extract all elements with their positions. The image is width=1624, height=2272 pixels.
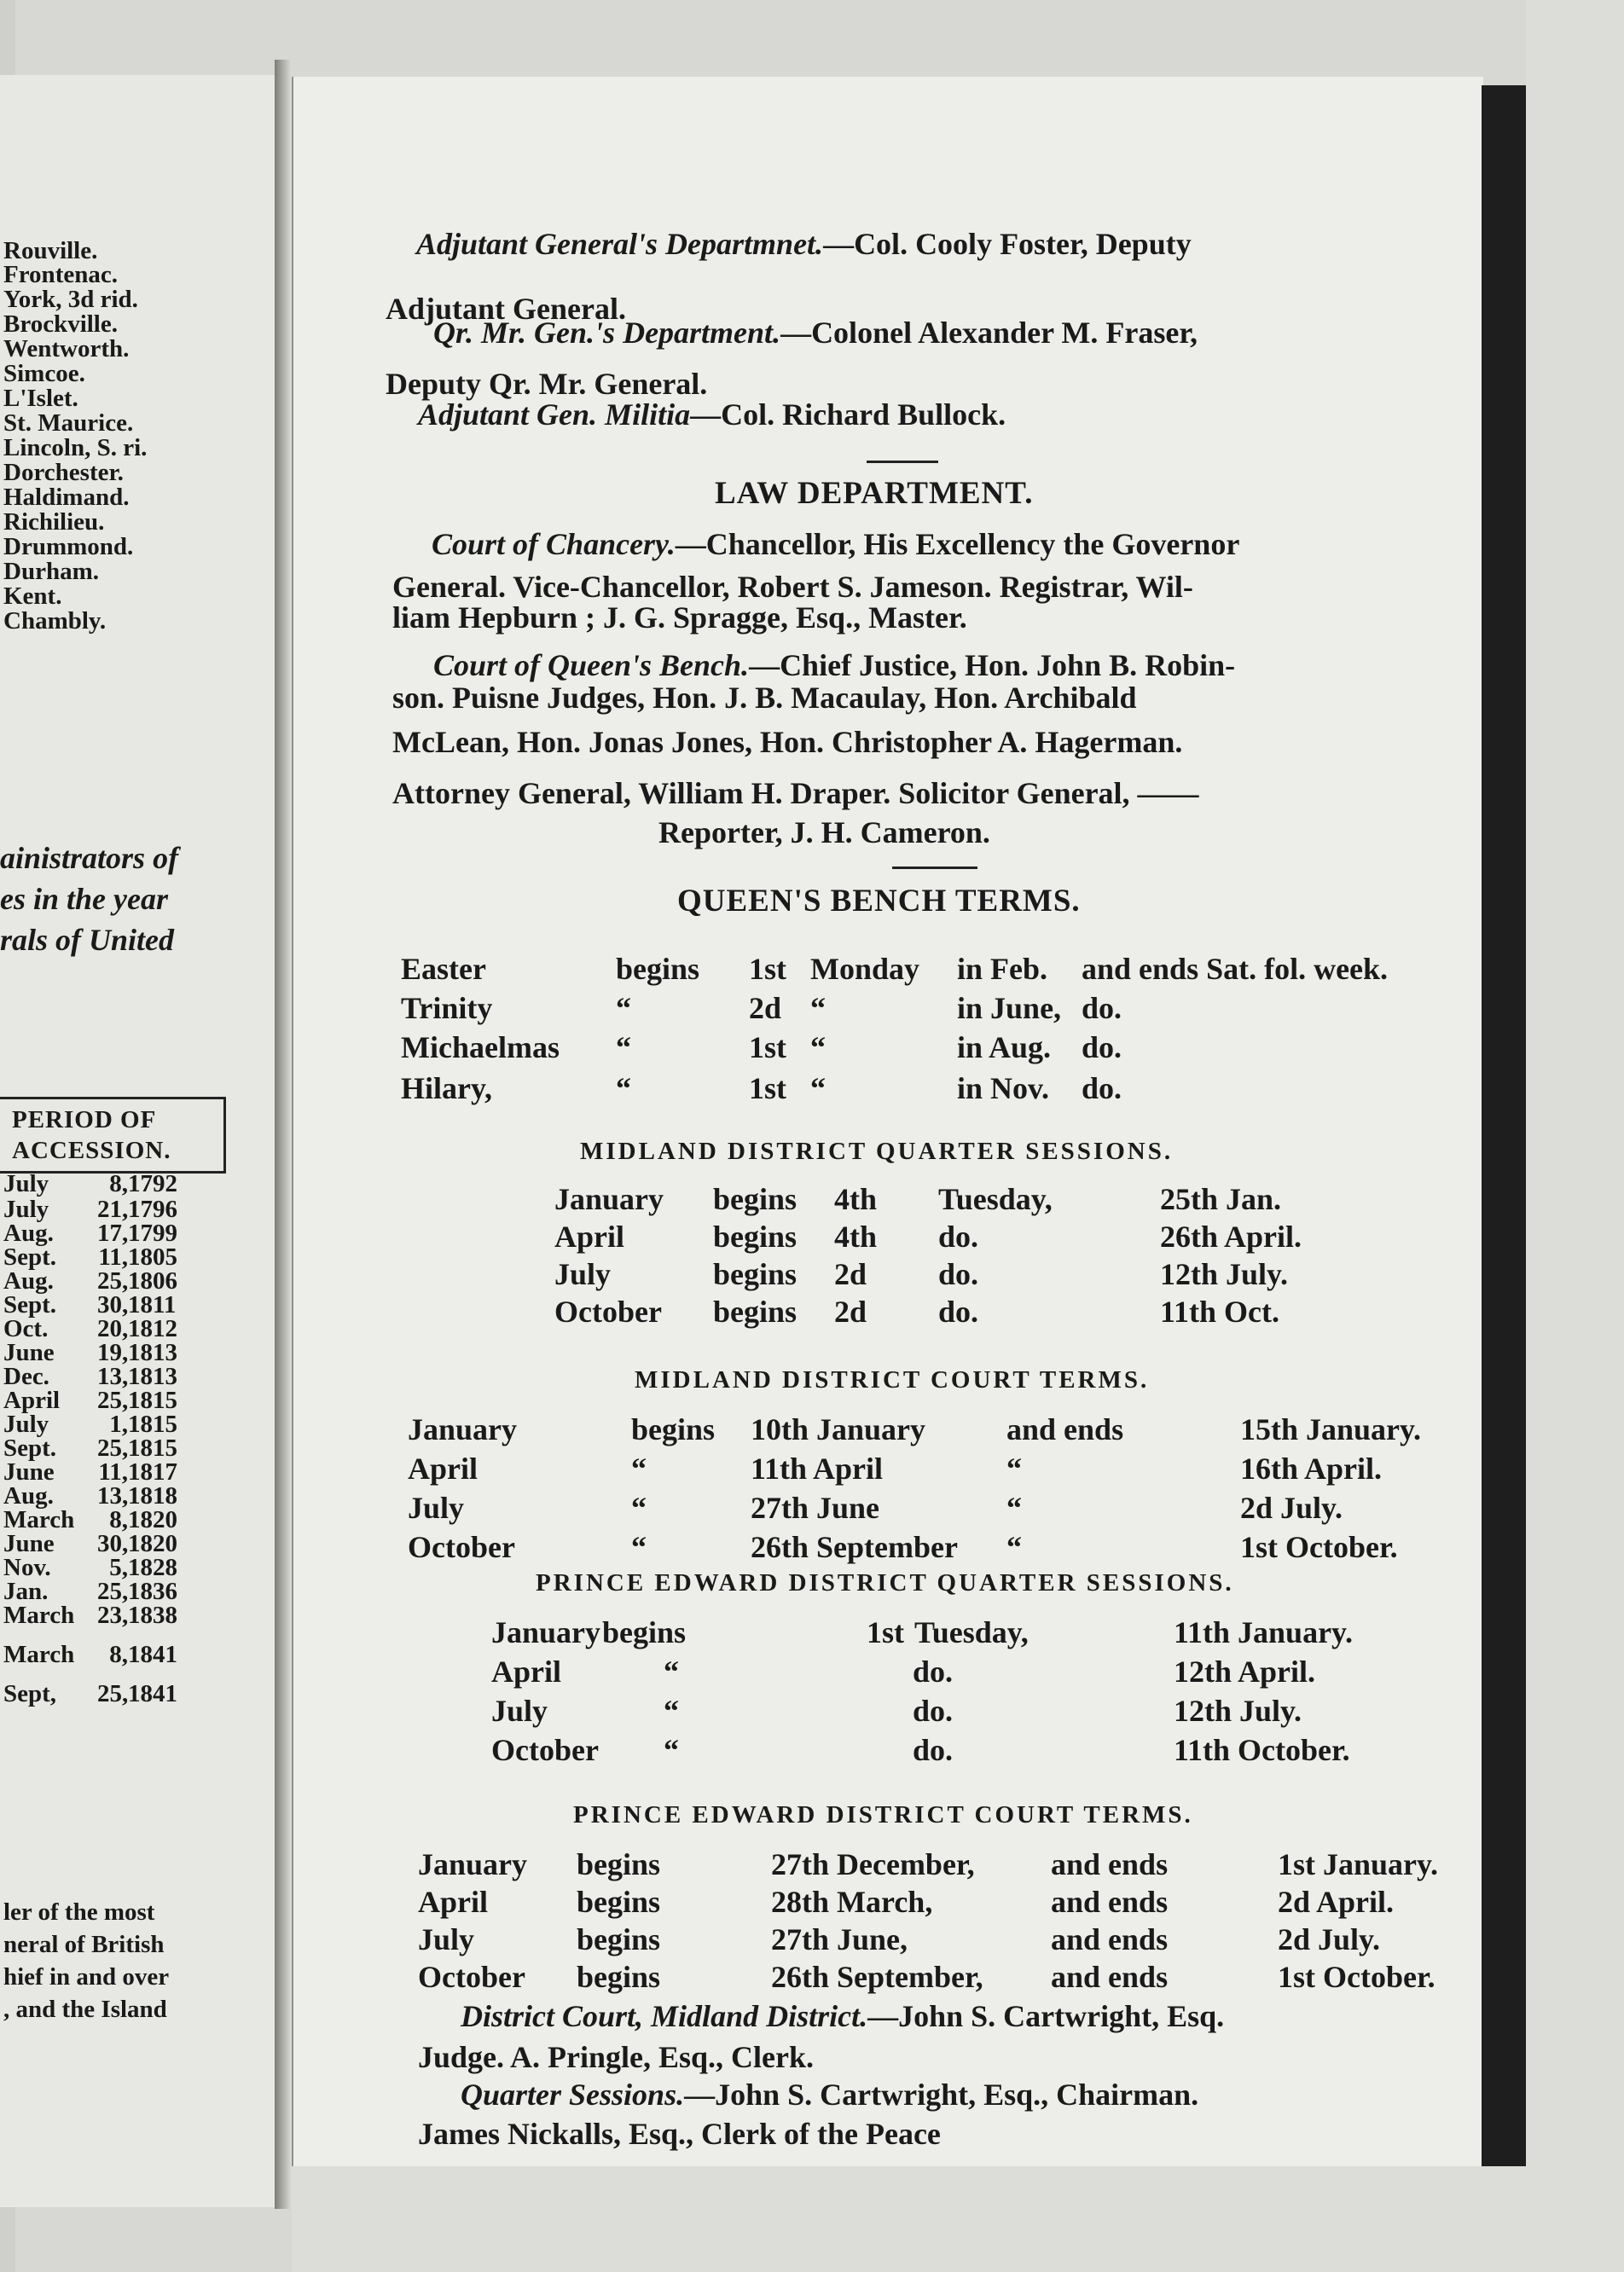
accession-month: June — [3, 1339, 55, 1366]
section-heading-law: LAW DEPARTMENT. — [715, 476, 1034, 511]
qb-term-cell: “ — [810, 991, 826, 1025]
section-heading-pect: PRINCE EDWARD DISTRICT COURT TERMS. — [573, 1801, 1193, 1829]
para-text: Judge. A. Pringle, Esq., Clerk. — [418, 2040, 815, 2074]
place-name: Dorchester. — [3, 459, 124, 486]
pect-row-cell: and ends — [1051, 1960, 1169, 1994]
accession-month: Aug. — [3, 1220, 54, 1247]
place-name: Chambly. — [3, 607, 107, 635]
qb-term-cell: Michaelmas — [401, 1030, 560, 1064]
qb-term-cell: “ — [616, 1030, 631, 1064]
para-text: Deputy Qr. Mr. General. — [386, 367, 708, 401]
pect-row-cell: begins — [577, 1922, 661, 1956]
para-adjutant-general — [416, 229, 1192, 259]
peqs-row-cell: Tuesday, — [914, 1615, 1029, 1649]
place-name: Kent. — [3, 582, 62, 610]
mdqs-row-cell: 25th Jan. — [1160, 1182, 1282, 1216]
accession-year: 1796 — [128, 1196, 177, 1223]
peqs-row-cell: “ — [664, 1733, 679, 1767]
section-heading-mdct: MIDLAND DISTRICT COURT TERMS. — [635, 1366, 1150, 1394]
qb-term-cell: Monday — [810, 952, 920, 986]
section-rule — [867, 461, 938, 463]
text-fragment: neral of British — [3, 1931, 165, 1958]
accession-row — [3, 1269, 213, 1294]
accession-year: 1812 — [128, 1315, 177, 1342]
accession-day: 1, — [109, 1411, 128, 1438]
accession-row — [3, 1388, 213, 1413]
text-fragment: es in the year — [0, 882, 168, 916]
accession-day: 21, — [97, 1196, 129, 1223]
para-text: liam Hepburn ; J. G. Spragge, Esq., Master. — [392, 600, 967, 635]
mdct-row-cell: begins — [631, 1412, 716, 1446]
section-rule — [892, 866, 977, 869]
pect-row-cell: April — [418, 1885, 489, 1919]
qb-term-cell: 1st — [749, 952, 786, 986]
accession-day: 20, — [97, 1315, 129, 1342]
accession-day: 19, — [97, 1339, 129, 1366]
mdct-row-cell: 2d July. — [1240, 1491, 1343, 1525]
peqs-row-cell: October — [491, 1733, 599, 1767]
para-queens-bench — [433, 650, 1235, 681]
accession-year: 1813 — [128, 1363, 177, 1390]
accession-row — [3, 1221, 213, 1246]
mdqs-row-cell: 26th April. — [1160, 1220, 1302, 1254]
accession-year: 1817 — [128, 1458, 177, 1486]
peqs-row-cell: 12th April. — [1174, 1655, 1316, 1689]
mdqs-row-cell: April — [554, 1220, 625, 1254]
text-fragment: rals of United — [0, 923, 175, 957]
accession-year: 1815 — [128, 1434, 177, 1462]
para-quarter-sessions — [461, 2079, 1198, 2110]
pect-row-cell: 1st January. — [1278, 1847, 1439, 1881]
qb-term-cell: do. — [1082, 991, 1122, 1025]
accession-row — [3, 1532, 213, 1556]
accession-day: 23, — [97, 1602, 129, 1629]
place-name: Brockville. — [3, 310, 118, 338]
mdqs-row-cell: July — [554, 1257, 612, 1291]
accession-row — [3, 1460, 213, 1485]
pect-row-cell: and ends — [1051, 1922, 1169, 1956]
section-heading-mdqs: MIDLAND DISTRICT QUARTER SESSIONS. — [580, 1138, 1174, 1165]
mdct-row-cell: January — [408, 1412, 518, 1446]
peqs-row-cell: “ — [664, 1655, 679, 1689]
pect-row-cell: 2d April. — [1278, 1885, 1395, 1919]
para-text: son. Puisne Judges, Hon. J. B. Macaulay, Hon. Archibald — [392, 681, 1137, 715]
para-text: —John S. Cartwright, Esq. — [867, 1999, 1225, 2033]
accession-row — [3, 1172, 213, 1197]
accession-row — [3, 1436, 213, 1461]
accession-month: June — [3, 1530, 55, 1557]
accession-year: 1841 — [128, 1641, 177, 1668]
qb-term-cell: Trinity — [401, 991, 493, 1025]
accession-day: 25, — [97, 1578, 129, 1605]
mdqs-row-cell: do. — [938, 1257, 979, 1291]
pect-row-cell: 26th September, — [771, 1960, 983, 1994]
accession-month: Jan. — [3, 1578, 49, 1605]
place-name: Durham. — [3, 558, 99, 585]
accession-row — [3, 1643, 213, 1667]
accession-day: 25, — [97, 1387, 129, 1414]
accession-month: Aug. — [3, 1482, 54, 1510]
para-text: —Colonel Alexander M. Fraser, — [780, 316, 1198, 350]
accession-row — [3, 1508, 213, 1533]
qb-term-cell: begins — [616, 952, 700, 986]
book-gutter — [275, 60, 292, 2209]
peqs-row-cell: April — [491, 1655, 562, 1689]
place-name: St. Maurice. — [3, 409, 134, 437]
accession-day: 11, — [98, 1243, 128, 1271]
mdct-row-cell: 11th April — [751, 1452, 884, 1486]
place-name: Haldimand. — [3, 484, 130, 511]
peqs-row-cell: January — [491, 1615, 601, 1649]
para-text: General. Vice-Chancellor, Robert S. Jameson. Registrar, Wil- — [392, 570, 1193, 604]
accession-year: 1805 — [128, 1243, 177, 1271]
accession-row — [3, 1245, 213, 1270]
accession-day: 13, — [97, 1363, 129, 1390]
accession-header-line: PERIOD OF — [12, 1106, 157, 1133]
mdct-row-cell: 1st October. — [1240, 1530, 1398, 1564]
pect-row-cell: January — [418, 1847, 528, 1881]
mdct-row-cell: “ — [1006, 1491, 1022, 1525]
accession-year: 1836 — [128, 1578, 177, 1605]
peqs-row-cell: do. — [913, 1655, 954, 1689]
scan-border-right — [1526, 0, 1624, 2272]
accession-row — [3, 1293, 213, 1318]
accession-year: 1828 — [128, 1554, 177, 1581]
place-name: L'Islet. — [3, 385, 78, 412]
accession-month: Sept. — [3, 1291, 57, 1319]
mdqs-row-cell: begins — [713, 1257, 798, 1291]
section-heading-peqs: PRINCE EDWARD DISTRICT QUARTER SESSIONS. — [536, 1569, 1234, 1597]
peqs-row-cell: 1st — [867, 1615, 904, 1649]
accession-day: 25, — [97, 1267, 129, 1295]
para-text: Attorney General, William H. Draper. Solicitor General, —— — [392, 776, 1199, 810]
pect-row-cell: 2d July. — [1278, 1922, 1381, 1956]
accession-row — [3, 1556, 213, 1580]
heading-italic: Quarter Sessions. — [461, 2078, 685, 2112]
mdqs-row-cell: Tuesday, — [938, 1182, 1053, 1216]
accession-day: 11, — [98, 1458, 128, 1486]
heading-italic: Adjutant Gen. Militia — [418, 397, 691, 432]
qb-term-cell: and ends Sat. fol. week. — [1082, 952, 1389, 986]
accession-month: March — [3, 1641, 75, 1668]
accession-row — [3, 1682, 213, 1707]
qb-term-cell: do. — [1082, 1030, 1122, 1064]
accession-year: 1838 — [128, 1602, 177, 1629]
text-fragment: hief in and over — [3, 1963, 170, 1991]
mdqs-row-cell: begins — [713, 1295, 798, 1329]
mdct-row-cell: and ends — [1006, 1412, 1124, 1446]
mdqs-row-cell: 11th Oct. — [1160, 1295, 1279, 1329]
accession-month: Sept. — [3, 1434, 57, 1462]
heading-italic: Court of Queen's Bench. — [433, 648, 750, 682]
accession-row — [3, 1412, 213, 1437]
accession-year: 1792 — [128, 1170, 177, 1197]
mdqs-row-cell: do. — [938, 1220, 979, 1254]
para-text: James Nickalls, Esq., Clerk of the Peace — [418, 2117, 941, 2151]
mdct-row-cell: July — [408, 1491, 465, 1525]
accession-row — [3, 1197, 213, 1222]
text-fragment: ainistrators of — [0, 841, 179, 875]
mdct-row-cell: 27th June — [751, 1491, 880, 1525]
mdct-row-cell: “ — [631, 1491, 647, 1525]
para-adjutant-militia — [418, 399, 1006, 430]
accession-row — [3, 1579, 213, 1604]
peqs-row-cell: do. — [913, 1733, 954, 1767]
accession-day: 8, — [109, 1506, 128, 1533]
qb-term-cell: in June, — [957, 991, 1062, 1025]
accession-month: Sept. — [3, 1243, 57, 1271]
mdct-row-cell: 10th January — [751, 1412, 926, 1446]
mdqs-row-cell: 4th — [834, 1220, 878, 1254]
place-name: Simcoe. — [3, 360, 85, 387]
accession-month: Aug. — [3, 1267, 54, 1295]
para-text: —John S. Cartwright, Esq., Chairman. — [684, 2078, 1199, 2112]
accession-year: 1815 — [128, 1387, 177, 1414]
para-chancery — [432, 529, 1239, 559]
mdqs-row-cell: 12th July. — [1160, 1257, 1289, 1291]
heading-italic: District Court, Midland District. — [461, 1999, 868, 2033]
pect-row-cell: and ends — [1051, 1847, 1169, 1881]
accession-row — [3, 1341, 213, 1365]
mdqs-row-cell: begins — [713, 1182, 798, 1216]
accession-day: 25, — [97, 1434, 129, 1462]
qb-term-cell: “ — [810, 1030, 826, 1064]
accession-row — [3, 1484, 213, 1509]
heading-italic: Adjutant General's Departmnet. — [416, 227, 824, 261]
place-name: Lincoln, S. ri. — [3, 434, 148, 461]
mdqs-row-cell: January — [554, 1182, 664, 1216]
accession-row — [3, 1603, 213, 1628]
accession-header-line: ACCESSION. — [12, 1137, 171, 1164]
qb-term-cell: 1st — [749, 1071, 786, 1105]
qb-term-cell: in Aug. — [957, 1030, 1052, 1064]
peqs-row-cell: July — [491, 1694, 548, 1728]
mdct-row-cell: 15th January. — [1240, 1412, 1422, 1446]
para-text: Adjutant General. — [386, 292, 626, 326]
pect-row-cell: 28th March, — [771, 1885, 933, 1919]
peqs-row-cell: 12th July. — [1174, 1694, 1302, 1728]
mdqs-row-cell: 2d — [834, 1295, 867, 1329]
qb-term-cell: Hilary, — [401, 1071, 492, 1105]
accession-day: 8, — [109, 1641, 128, 1668]
para-text: McLean, Hon. Jonas Jones, Hon. Christopher A. Hagerman. — [392, 725, 1183, 759]
para-qr-mr — [433, 317, 1198, 348]
accession-year: 1813 — [128, 1339, 177, 1366]
qb-term-cell: “ — [616, 1071, 631, 1105]
mdqs-row-cell: do. — [938, 1295, 979, 1329]
accession-month: June — [3, 1458, 55, 1486]
accession-year: 1799 — [128, 1220, 177, 1247]
accession-day: 13, — [97, 1482, 129, 1510]
accession-year: 1815 — [128, 1411, 177, 1438]
accession-day: 17, — [97, 1220, 129, 1247]
qb-term-cell: do. — [1082, 1071, 1122, 1105]
accession-year: 1818 — [128, 1482, 177, 1510]
accession-day: 8, — [109, 1170, 128, 1197]
accession-row — [3, 1317, 213, 1342]
accession-year: 1811 — [128, 1291, 177, 1319]
accession-month: March — [3, 1602, 75, 1629]
accession-year: 1820 — [128, 1530, 177, 1557]
mdct-row-cell: “ — [1006, 1530, 1022, 1564]
peqs-row-cell: 11th January. — [1174, 1615, 1354, 1649]
mdqs-row-cell: 4th — [834, 1182, 878, 1216]
place-name: York, 3d rid. — [3, 286, 138, 313]
qb-term-cell: Easter — [401, 952, 486, 986]
pect-row-cell: 1st October. — [1278, 1960, 1436, 1994]
place-name: Richilieu. — [3, 508, 105, 536]
qb-term-cell: 1st — [749, 1030, 786, 1064]
text-fragment: , and the Island — [3, 1996, 167, 2023]
qb-term-cell: “ — [810, 1071, 826, 1105]
mdct-row-cell: “ — [631, 1530, 647, 1564]
pect-row-cell: July — [418, 1922, 475, 1956]
pect-row-cell: begins — [577, 1847, 661, 1881]
mdct-row-cell: “ — [631, 1452, 647, 1486]
mdqs-row-cell: begins — [713, 1220, 798, 1254]
qb-term-cell: in Feb. — [957, 952, 1048, 986]
mdqs-row-cell: 2d — [834, 1257, 867, 1291]
pect-row-cell: begins — [577, 1960, 661, 1994]
accession-month: Sept, — [3, 1680, 57, 1707]
para-text: —Col. Richard Bullock. — [690, 397, 1006, 432]
place-name: Drummond. — [3, 533, 134, 560]
peqs-row-cell: 11th October. — [1174, 1733, 1350, 1767]
para-text: —Chancellor, His Excellency the Governor — [675, 527, 1240, 561]
peqs-row-cell: “ — [664, 1694, 679, 1728]
accession-day: 30, — [97, 1530, 129, 1557]
pect-row-cell: October — [418, 1960, 525, 1994]
para-text: —Chief Justice, Hon. John B. Robin- — [749, 648, 1236, 682]
scan-border-bottom — [292, 2166, 1528, 2272]
accession-header-box — [0, 1097, 226, 1174]
heading-italic: Court of Chancery. — [432, 527, 676, 561]
peqs-row-cell: do. — [913, 1694, 954, 1728]
para-text: —Col. Cooly Foster, Deputy — [823, 227, 1192, 261]
accession-month: July — [3, 1196, 49, 1223]
qb-term-cell: 2d — [749, 991, 782, 1025]
para-text: Reporter, J. H. Cameron. — [658, 815, 990, 849]
pect-row-cell: 27th December, — [771, 1847, 975, 1881]
accession-year: 1806 — [128, 1267, 177, 1295]
heading-italic: Qr. Mr. Gen.'s Department. — [433, 316, 781, 350]
accession-day: 5, — [109, 1554, 128, 1581]
qb-term-cell: in Nov. — [957, 1071, 1050, 1105]
accession-month: Oct. — [3, 1315, 49, 1342]
pect-row-cell: 27th June, — [771, 1922, 908, 1956]
mdqs-row-cell: October — [554, 1295, 662, 1329]
place-name: Wentworth. — [3, 335, 130, 362]
accession-month: April — [3, 1387, 61, 1414]
section-heading-qb-terms: QUEEN'S BENCH TERMS. — [677, 884, 1081, 919]
pect-row-cell: and ends — [1051, 1885, 1169, 1919]
peqs-row-cell: begins — [602, 1615, 687, 1649]
text-fragment: ler of the most — [3, 1898, 155, 1926]
accession-month: July — [3, 1411, 49, 1438]
pect-row-cell: begins — [577, 1885, 661, 1919]
accession-day: 30, — [97, 1291, 129, 1319]
mdct-row-cell: 16th April. — [1240, 1452, 1383, 1486]
para-district-court — [461, 2001, 1224, 2031]
mdct-row-cell: 26th September — [751, 1530, 958, 1564]
left-page — [0, 75, 280, 2207]
accession-year: 1820 — [128, 1506, 177, 1533]
mdct-row-cell: October — [408, 1530, 515, 1564]
accession-month: Nov. — [3, 1554, 51, 1581]
mdct-row-cell: “ — [1006, 1452, 1022, 1486]
qb-term-cell: “ — [616, 991, 631, 1025]
accession-row — [3, 1365, 213, 1389]
place-name: Frontenac. — [3, 261, 118, 288]
accession-month: July — [3, 1170, 49, 1197]
accession-day: 25, — [97, 1680, 129, 1707]
place-name: Rouville. — [3, 237, 98, 264]
accession-year: 1841 — [128, 1680, 177, 1707]
page-edge-dark — [1482, 85, 1526, 2171]
accession-month: Dec. — [3, 1363, 49, 1390]
accession-month: March — [3, 1506, 75, 1533]
mdct-row-cell: April — [408, 1452, 478, 1486]
